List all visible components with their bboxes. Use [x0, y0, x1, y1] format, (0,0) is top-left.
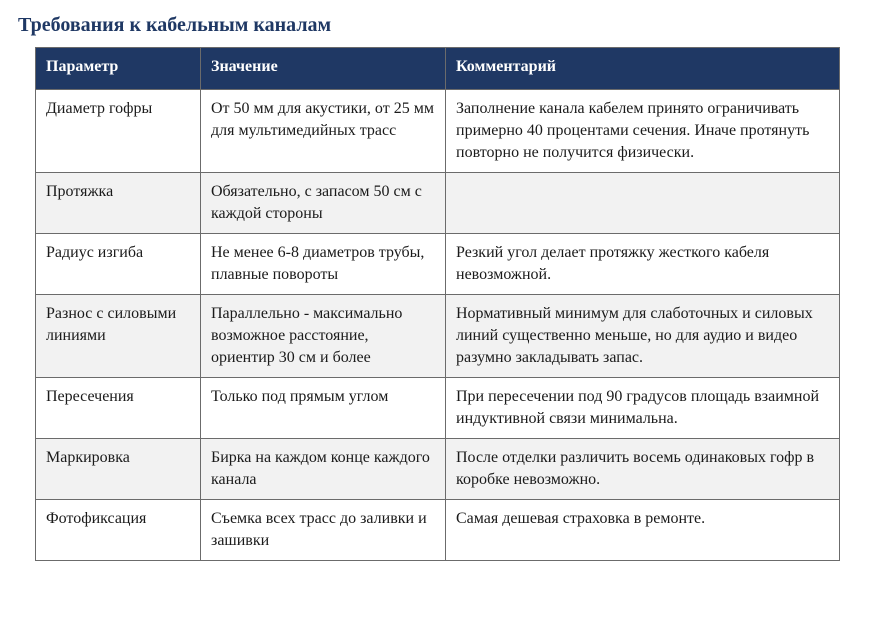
cell-parameter: Пересечения	[36, 378, 201, 439]
cell-comment: Самая дешевая страховка в ремонте.	[446, 500, 840, 561]
cell-value: Бирка на каждом конце каждого канала	[201, 439, 446, 500]
column-header-comment: Комментарий	[446, 48, 840, 90]
cell-parameter: Протяжка	[36, 173, 201, 234]
cell-value: Съемка всех трасс до заливки и зашивки	[201, 500, 446, 561]
column-header-parameter: Параметр	[36, 48, 201, 90]
cell-parameter: Диаметр гофры	[36, 90, 201, 173]
table-row	[36, 295, 840, 378]
table-row	[36, 234, 840, 295]
cell-comment	[446, 173, 840, 234]
cell-parameter: Фотофиксация	[36, 500, 201, 561]
cell-parameter: Разнос с силовыми линиями	[36, 295, 201, 378]
cell-parameter: Радиус изгиба	[36, 234, 201, 295]
cell-comment: После отделки различить восемь одинаковых гофр в коробке невозможно.	[446, 439, 840, 500]
cell-comment: При пересечении под 90 градусов площадь взаимной индуктивной связи минимальна.	[446, 378, 840, 439]
table-row	[36, 173, 840, 234]
cell-value: Не менее 6-8 диаметров трубы, плавные повороты	[201, 234, 446, 295]
cell-value: Только под прямым углом	[201, 378, 446, 439]
requirements-table	[35, 47, 840, 561]
table-row	[36, 439, 840, 500]
header-row	[36, 48, 840, 90]
cell-comment: Нормативный минимум для слаботочных и силовых линий существенно меньше, но для аудио и видео разумно закладывать запас.	[446, 295, 840, 378]
table-row	[36, 500, 840, 561]
table-row	[36, 378, 840, 439]
cell-value: От 50 мм для акустики, от 25 мм для мультимедийных трасс	[201, 90, 446, 173]
cell-comment: Резкий угол делает протяжку жесткого кабеля невозможной.	[446, 234, 840, 295]
cell-value: Обязательно, с запасом 50 см с каждой стороны	[201, 173, 446, 234]
column-header-value: Значение	[201, 48, 446, 90]
cell-value: Параллельно - максимально возможное расстояние, ориентир 30 см и более	[201, 295, 446, 378]
table-body	[36, 90, 840, 561]
cell-parameter: Маркировка	[36, 439, 201, 500]
page-title: Требования к кабельным каналам	[18, 14, 332, 36]
cell-comment: Заполнение канала кабелем принято ограничивать примерно 40 процентами сечения. Иначе протянуть повторно не получится физически.	[446, 90, 840, 173]
table-header	[36, 48, 840, 90]
table-row	[36, 90, 840, 173]
